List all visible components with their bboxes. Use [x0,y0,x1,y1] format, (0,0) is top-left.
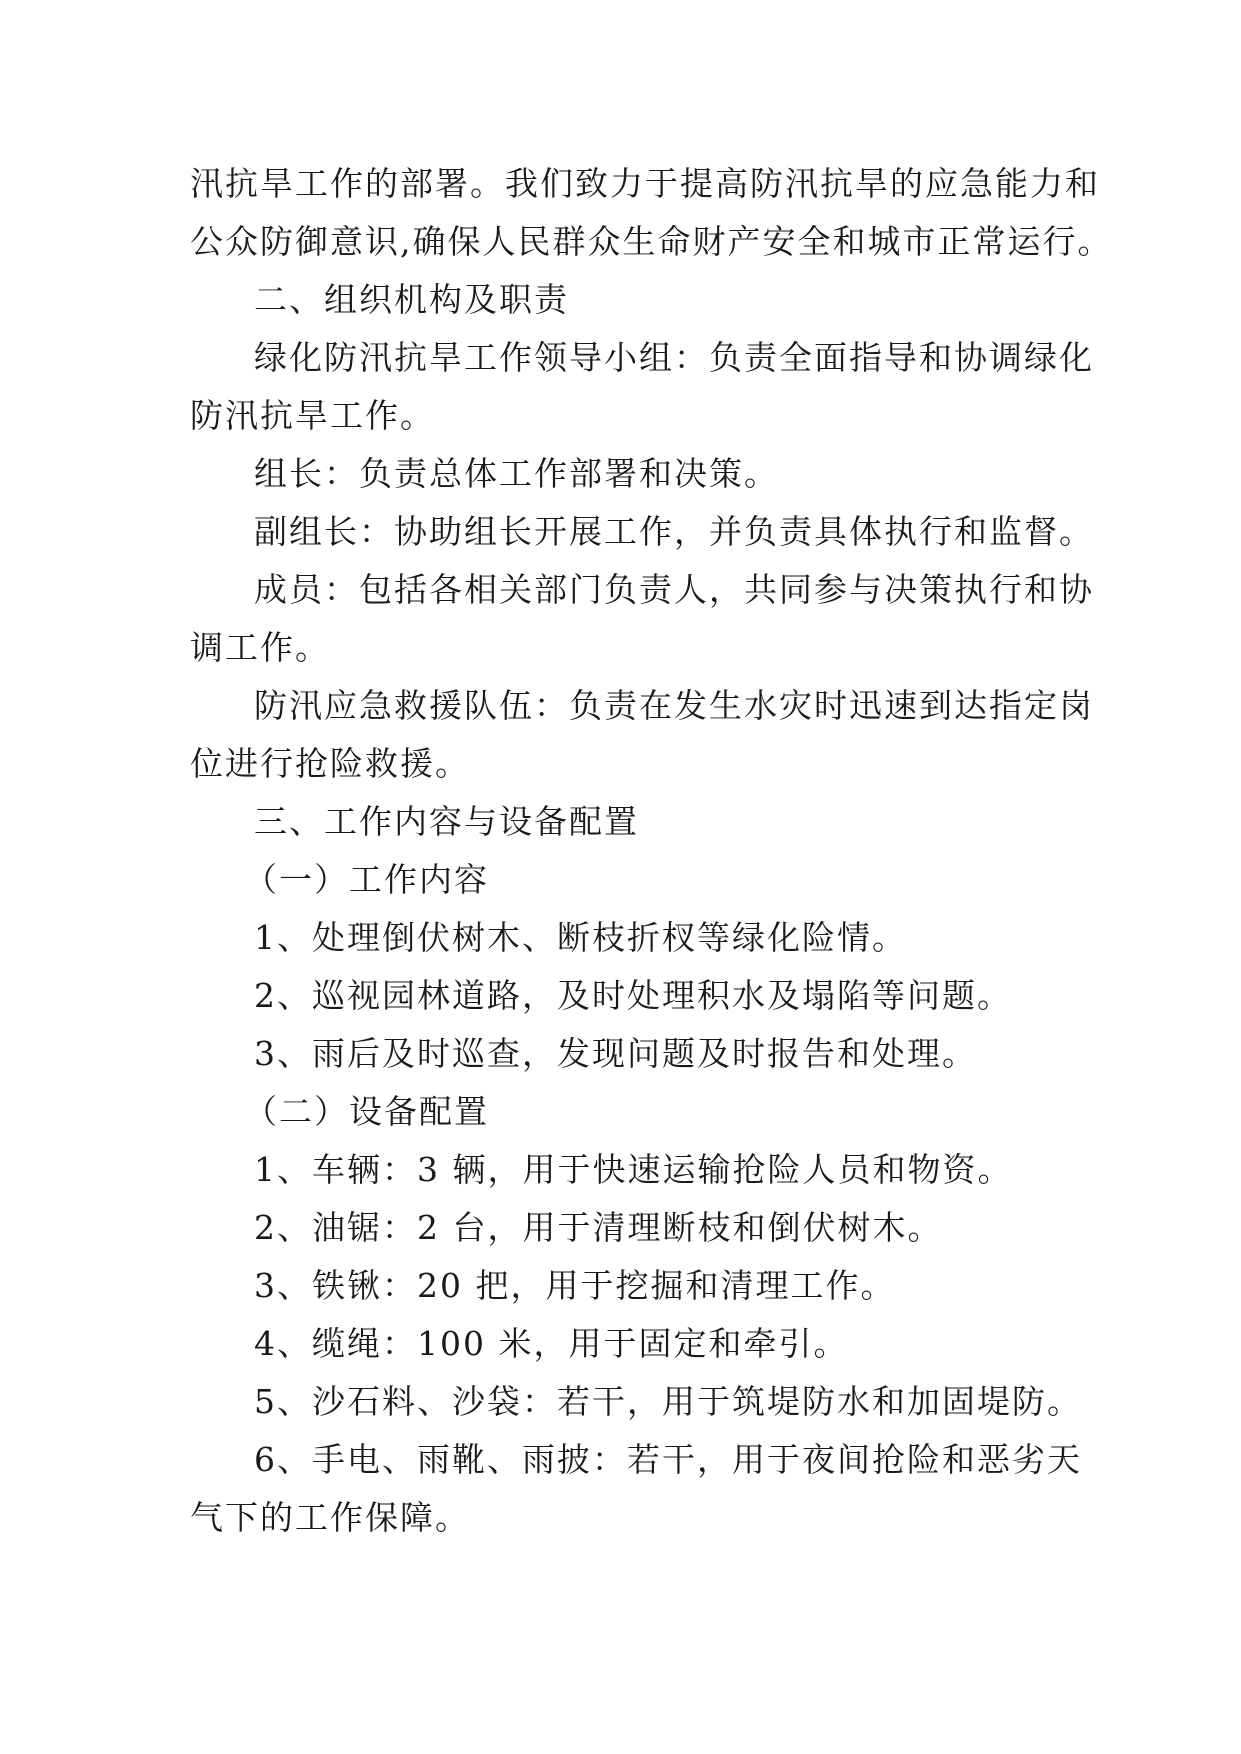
list-item: 4、缆绳：100 米，用于固定和牵引。 [254,1324,849,1363]
list-item: 3、铁锹：20 把，用于挖掘和清理工作。 [254,1266,896,1305]
section-heading: 二、组织机构及职责 [254,280,569,319]
list-item: 1、处理倒伏树木、断枝折杈等绿化险情。 [254,918,907,957]
list-item: 1、车辆：3 辆，用于快速运输抢险人员和物资。 [254,1150,1013,1189]
subsection-heading: （一）工作内容 [244,860,489,899]
body-line: 防汛抗旱工作。 [190,396,435,435]
list-item: 2、油锯：2 台，用于清理断枝和倒伏树木。 [254,1208,943,1247]
body-line: 气下的工作保障。 [190,1498,470,1537]
list-item: 6、手电、雨靴、雨披：若干，用于夜间抢险和恶劣天 [254,1440,1082,1479]
list-item: 5、沙石料、沙袋：若干，用于筑堤防水和加固堤防。 [254,1382,1082,1421]
body-line: 汛抗旱工作的部署。我们致力于提高防汛抗旱的应急能力和 [190,164,1100,203]
section-heading: 三、工作内容与设备配置 [254,802,639,841]
subsection-heading: （二）设备配置 [244,1092,489,1131]
body-line: 副组长：协助组长开展工作，并负责具体执行和监督。 [254,512,1094,551]
body-line: 调工作。 [190,628,330,667]
body-line: 防汛应急救援队伍：负责在发生水灾时迅速到达指定岗 [254,686,1094,725]
list-item: 3、雨后及时巡查，发现问题及时报告和处理。 [254,1034,977,1073]
document-body [190,155,1113,1547]
body-line: 公众防御意识,确保人民群众生命财产安全和城市正常运行。 [190,222,1113,261]
body-line: 成员：包括各相关部门负责人，共同参与决策执行和协 [254,570,1094,609]
body-line: 位进行抢险救援。 [190,744,470,783]
body-line: 组长：负责总体工作部署和决策。 [254,454,779,493]
list-item: 2、巡视园林道路，及时处理积水及塌陷等问题。 [254,976,1012,1015]
body-line: 绿化防汛抗旱工作领导小组：负责全面指导和协调绿化 [254,338,1094,377]
